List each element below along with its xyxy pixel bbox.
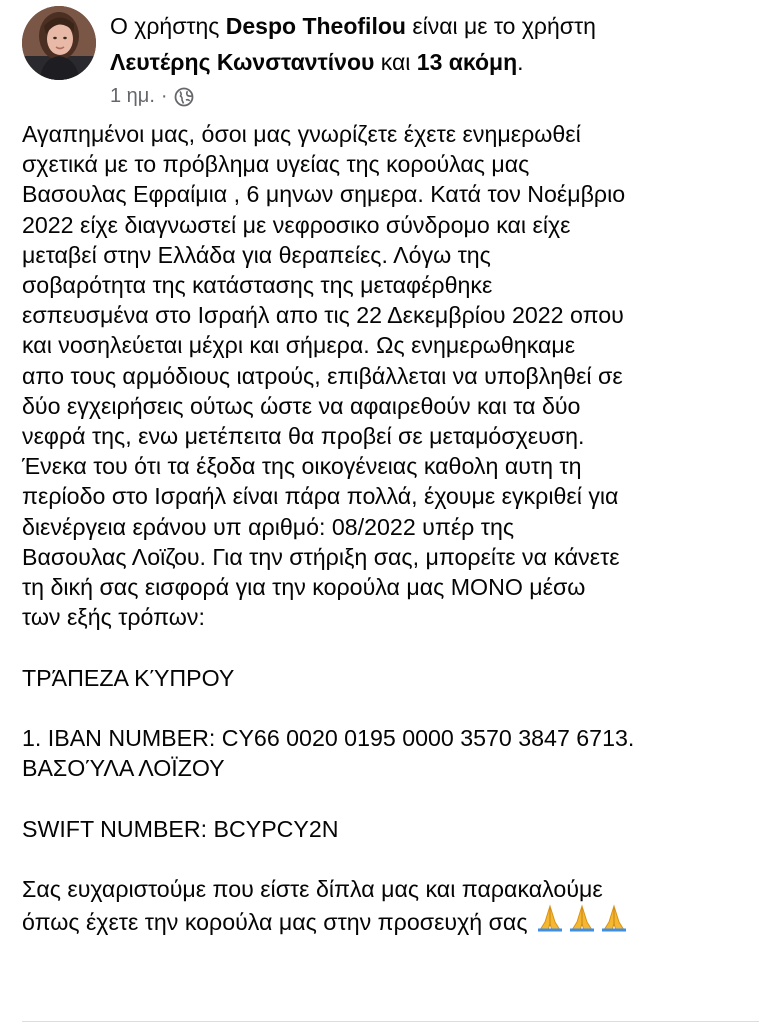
- closing-line-2: [22, 904, 756, 939]
- blank-line: [22, 693, 756, 723]
- body-line: απο τους αρμόδιους ιατρούς, επιβάλλεται να υποβληθεί σε: [22, 362, 623, 389]
- tagged-others-link[interactable]: 13 ακόμη: [416, 49, 518, 75]
- iban-number: 1. IBAN NUMBER: CY66 0020 0195 0000 3570 3847 6713.: [22, 725, 635, 752]
- blank-line: [22, 783, 756, 813]
- body-line: νεφρά της, ενω μετέπειτα θα προβεί σε μεταμόσχευση.: [22, 423, 585, 450]
- tagged-user-link[interactable]: Λευτέρης Κωνσταντίνου: [110, 49, 375, 75]
- header-and-text: και: [374, 49, 417, 75]
- post-body: [22, 119, 756, 939]
- blank-line: [22, 632, 756, 662]
- body-line: των εξής τρόπων:: [22, 604, 205, 631]
- post-meta: [110, 85, 194, 108]
- closing-line-1: Σας ευχαριστούμε που είστε δίπλα μας και παρακαλούμε: [22, 876, 603, 903]
- body-line: Βασουλας Εφραίμια , 6 μηνων σημερα. Κατά τον Νοέμβριο: [22, 181, 626, 208]
- body-line: εσπευσμένα στο Ισραήλ απο τις 22 Δεκεμβρίου 2022 οπου: [22, 302, 624, 329]
- meta-separator: ·: [160, 85, 168, 107]
- globe-icon[interactable]: [174, 87, 194, 107]
- closing-text-2: όπως έχετε την κορούλα μας στην προσευχή σας: [22, 909, 528, 936]
- bank-name: ΤΡΆΠΕΖΑ ΚΎΠΡΟΥ: [22, 664, 235, 691]
- body-line: μεταβεί στην Ελλάδα για θεραπείες. Λόγω της: [22, 241, 491, 268]
- post-timestamp[interactable]: 1 ημ.: [110, 85, 155, 107]
- body-line: Αγαπημένοι μας, όσοι μας γνωρίζετε έχετε ενημερωθεί: [22, 121, 581, 147]
- body-line: Βασουλας Λοϊζου. Για την στήριξη σας, μπορείτε να κάνετε: [22, 543, 620, 570]
- body-line: σχετικά με το πρόβλημα υγείας της κορούλας μας: [22, 151, 530, 178]
- body-line: δύο εγχειρήσεις ούτως ώστε να αφαιρεθούν και τα δύο: [22, 392, 581, 419]
- header-end: .: [517, 49, 524, 75]
- avatar-photo-icon: [22, 6, 96, 80]
- author-name-link[interactable]: Despo Theofilou: [225, 13, 406, 39]
- account-holder-name: ΒΑΣΟΎΛΑ ΛΟΪΖΟΥ: [22, 755, 225, 782]
- body-line: περίοδο στο Ισραήλ είναι πάρα πολλά, έχουμε εγκριθεί για: [22, 483, 619, 510]
- body-line: σοβαρότητα της κατάστασης της μεταφέρθηκε: [22, 272, 493, 299]
- header-with-text: είναι με το χρήστη: [405, 13, 596, 39]
- blank-line: [22, 844, 756, 874]
- post-divider: [22, 1021, 759, 1022]
- body-line: τη δική σας εισφορά για την κορούλα μας ΜΟΝΟ μέσω: [22, 574, 586, 601]
- folded-hands-icon: [534, 904, 630, 939]
- body-line: και νοσηλεύεται μέχρι και σήμερα. Ως ενημερωθηκαμε: [22, 332, 576, 359]
- swift-number: SWIFT NUMBER: BCYPCY2N: [22, 815, 339, 842]
- body-line: διενέργεια εράνου υπ αριθμό: 08/2022 υπέρ της: [22, 513, 515, 540]
- post-header: [22, 6, 742, 116]
- header-prefix: Ο χρήστης: [110, 13, 226, 39]
- author-avatar[interactable]: [22, 6, 96, 80]
- body-line: Ένεκα του ότι τα έξοδα της οικογένειας καθολη αυτη τη: [22, 453, 582, 480]
- post-header-text: [110, 8, 750, 80]
- body-line: 2022 είχε διαγνωστεί με νεφροσικο σύνδρομο και είχε: [22, 211, 571, 238]
